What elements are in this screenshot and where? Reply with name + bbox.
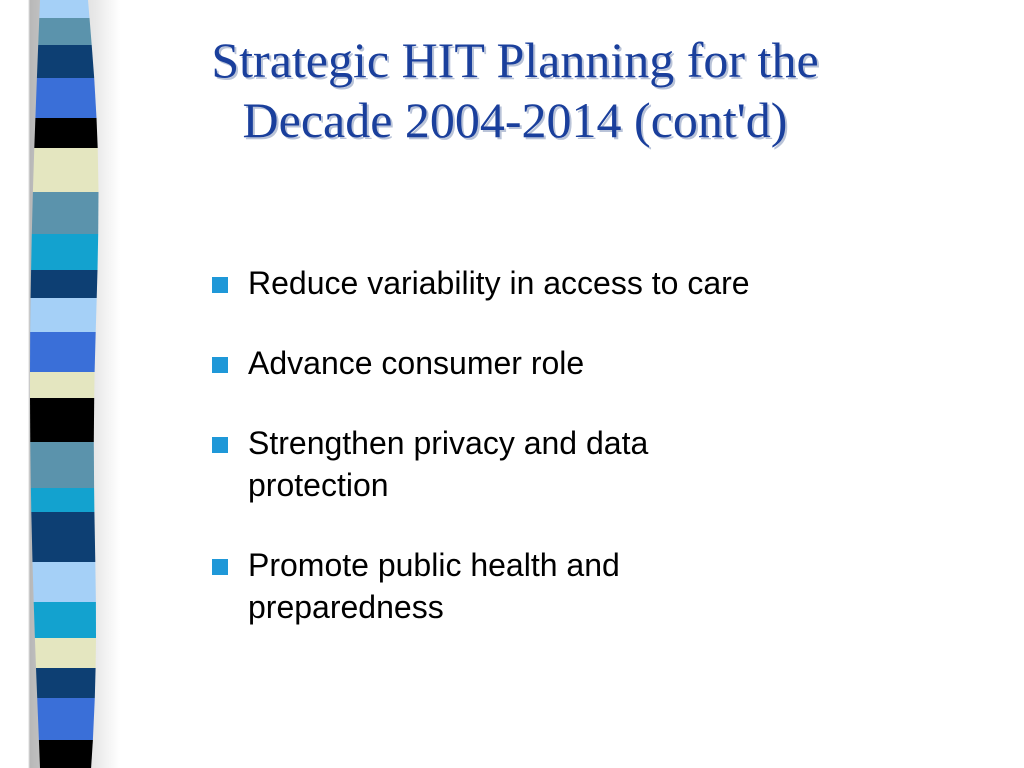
- strip-block-8: [31, 270, 98, 298]
- strip-block-21: [39, 740, 93, 768]
- bullet-list: [210, 262, 930, 666]
- bullet-text-line-1: Promote public health and: [248, 547, 620, 583]
- strip-block-2: [37, 45, 94, 78]
- color-blocks-graphic: [0, 0, 120, 768]
- slide-title: [110, 30, 920, 150]
- strip-block-14: [31, 488, 95, 512]
- strip-block-4: [34, 118, 97, 148]
- decorative-color-strip: [0, 0, 120, 768]
- bullet-text: Advance consumer role: [248, 345, 585, 381]
- title-line-1: Strategic HIT Planning for the: [211, 32, 819, 88]
- square-bullet-icon: [212, 277, 228, 293]
- bullet-text-line-2: preparedness: [248, 589, 444, 625]
- strip-block-18: [35, 638, 96, 668]
- square-bullet-icon: [212, 437, 228, 453]
- strip-block-0: [39, 0, 89, 18]
- bullet-text-line-1: Strengthen privacy and data: [248, 425, 649, 461]
- bullet-item-privacy: [210, 422, 930, 506]
- strip-block-1: [38, 18, 91, 45]
- strip-block-17: [34, 602, 96, 638]
- strip-block-9: [30, 298, 97, 332]
- strip-block-6: [32, 192, 99, 234]
- strip-block-16: [33, 562, 96, 602]
- strip-block-5: [33, 148, 99, 192]
- strip-block-11: [30, 372, 95, 398]
- strip-block-7: [31, 234, 98, 270]
- strip-block-13: [30, 442, 94, 488]
- bullet-item-public-health: [210, 544, 930, 628]
- strip-block-12: [30, 398, 94, 442]
- bullet-text: Reduce variability in access to care: [248, 265, 750, 301]
- strip-block-19: [36, 668, 96, 698]
- square-bullet-icon: [212, 357, 228, 373]
- bullet-text-line-2: protection: [248, 467, 389, 503]
- bullet-item-consumer: [210, 342, 930, 384]
- strip-block-15: [31, 512, 95, 562]
- strip-block-10: [30, 332, 96, 372]
- title-line-2: Decade 2004-2014 (cont'd): [242, 92, 788, 148]
- strip-block-3: [35, 78, 96, 118]
- square-bullet-icon: [212, 559, 228, 575]
- bullet-item-access: [210, 262, 930, 304]
- strip-block-20: [37, 698, 95, 740]
